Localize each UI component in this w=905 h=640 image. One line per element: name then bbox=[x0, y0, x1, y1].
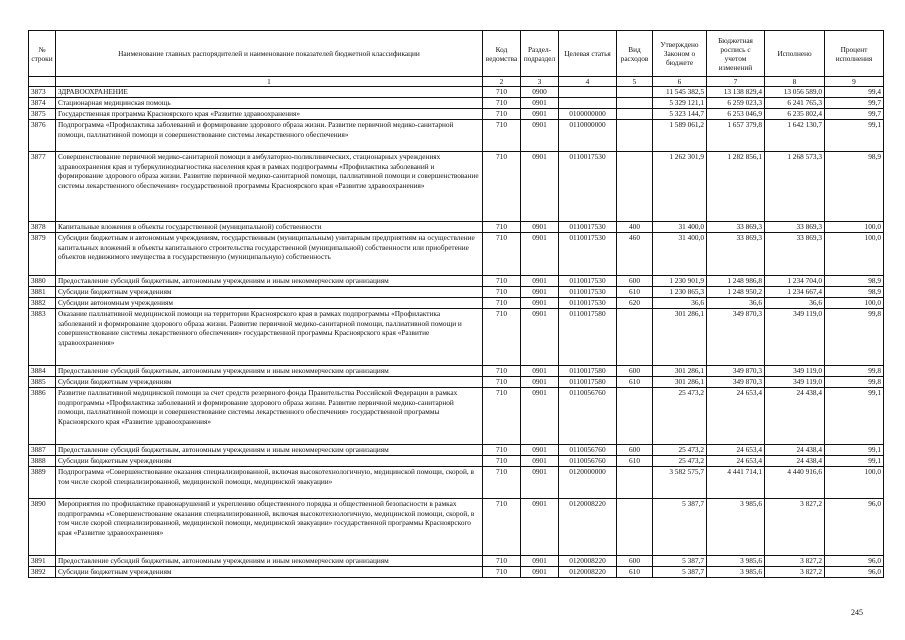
dept-code: 710 bbox=[483, 499, 521, 556]
budget-list-amount: 1 248 986,8 bbox=[707, 276, 765, 287]
header-name: Наименование главных распорядителей и наименование показателей бюджетной классификации bbox=[56, 31, 483, 77]
expense-type: 600 bbox=[617, 556, 653, 567]
table-row bbox=[29, 152, 884, 222]
expense-type: 400 bbox=[617, 222, 653, 233]
target-article: 0110056760 bbox=[559, 445, 617, 456]
header-approved: Утверждено Законом о бюджете bbox=[653, 31, 707, 77]
budget-list-amount: 13 138 829,4 bbox=[707, 87, 765, 98]
budget-list-amount: 349 870,3 bbox=[707, 366, 765, 377]
approved-amount: 5 387,7 bbox=[653, 567, 707, 578]
target-article: 0110000000 bbox=[559, 120, 617, 152]
header-target: Целевая статья bbox=[559, 31, 617, 77]
executed-amount: 36,6 bbox=[765, 298, 825, 309]
section-code: 0901 bbox=[521, 467, 559, 499]
header-row-no: № строки bbox=[29, 31, 56, 77]
execution-percent: 96,0 bbox=[825, 556, 884, 567]
row-name: Мероприятия по профилактике правонарушений и укреплению общественного порядка и общественной безопасности в рамках подпрограммы «Совершенствование оказания специализированной, включая высокотехнологичную, медицинской помощи, скорой, в том числе скорой специализированной, медицинской помощи, медицинской эвакуации» государственной программы Красноярского края «Развитие здравоохранения» bbox=[56, 499, 483, 556]
target-article: 0120008220 bbox=[559, 556, 617, 567]
target-article: 0110017580 bbox=[559, 366, 617, 377]
budget-list-amount: 3 985,6 bbox=[707, 499, 765, 556]
row-name: Субсидии бюджетным учреждениям bbox=[56, 287, 483, 298]
row-name: Стационарная медицинская помощь bbox=[56, 98, 483, 109]
execution-percent: 98,9 bbox=[825, 287, 884, 298]
row-number: 3888 bbox=[29, 456, 56, 467]
dept-code: 710 bbox=[483, 456, 521, 467]
execution-percent: 98,9 bbox=[825, 276, 884, 287]
approved-amount: 301 286,1 bbox=[653, 377, 707, 388]
column-number: 3 bbox=[521, 77, 559, 87]
row-name: Оказание паллиативной медицинской помощи на территории Красноярского края в рамках подпрограммы «Профилактика заболеваний и формирование здорового образа жизни. Развитие первичной медико-санитарной помощи, паллиативной помощи и совершенствование системы лекарственного обеспечения» государственной программы Красноярского края «Развитие здравоохранения» bbox=[56, 309, 483, 366]
row-number: 3882 bbox=[29, 298, 56, 309]
dept-code: 710 bbox=[483, 109, 521, 120]
execution-percent: 98,9 bbox=[825, 152, 884, 222]
budget-list-amount: 24 653,4 bbox=[707, 456, 765, 467]
row-name: Предоставление субсидий бюджетным, автономным учреждениям и иным некоммерческим организациям bbox=[56, 556, 483, 567]
row-number: 3885 bbox=[29, 377, 56, 388]
column-numbers-row bbox=[29, 77, 884, 87]
dept-code: 710 bbox=[483, 556, 521, 567]
expense-type: 610 bbox=[617, 567, 653, 578]
execution-percent: 100,0 bbox=[825, 298, 884, 309]
section-code: 0901 bbox=[521, 499, 559, 556]
table-row bbox=[29, 567, 884, 578]
row-number: 3886 bbox=[29, 388, 56, 445]
column-number: 1 bbox=[56, 77, 483, 87]
section-code: 0901 bbox=[521, 233, 559, 276]
approved-amount: 25 473,2 bbox=[653, 456, 707, 467]
approved-amount: 3 582 575,7 bbox=[653, 467, 707, 499]
row-name: Подпрограмма «Совершенствование оказания специализированной, включая высокотехнологичную, медицинской помощи, скорой, в том числе скорой специализированной, медицинской помощи, медицинской эвакуации» bbox=[56, 467, 483, 499]
header-percent: Процент исполнения bbox=[825, 31, 884, 77]
dept-code: 710 bbox=[483, 298, 521, 309]
execution-percent: 100,0 bbox=[825, 233, 884, 276]
row-number: 3891 bbox=[29, 556, 56, 567]
dept-code: 710 bbox=[483, 388, 521, 445]
expense-type: 460 bbox=[617, 233, 653, 276]
expense-type bbox=[617, 98, 653, 109]
budget-list-amount: 6 253 046,9 bbox=[707, 109, 765, 120]
row-number: 3876 bbox=[29, 120, 56, 152]
column-number: 6 bbox=[653, 77, 707, 87]
section-code: 0901 bbox=[521, 120, 559, 152]
row-number: 3889 bbox=[29, 467, 56, 499]
budget-list-amount: 1 657 379,8 bbox=[707, 120, 765, 152]
section-code: 0901 bbox=[521, 377, 559, 388]
row-name: Предоставление субсидий бюджетным, автономным учреждениям и иным некоммерческим организациям bbox=[56, 366, 483, 377]
column-number: 4 bbox=[559, 77, 617, 87]
expense-type: 600 bbox=[617, 276, 653, 287]
section-code: 0901 bbox=[521, 456, 559, 467]
executed-amount: 4 440 916,6 bbox=[765, 467, 825, 499]
target-article: 0100000000 bbox=[559, 109, 617, 120]
expense-type: 610 bbox=[617, 456, 653, 467]
expense-type: 620 bbox=[617, 298, 653, 309]
document-sheet bbox=[28, 30, 883, 578]
expense-type bbox=[617, 87, 653, 98]
execution-percent: 99,1 bbox=[825, 445, 884, 456]
expense-type bbox=[617, 109, 653, 120]
row-number: 3879 bbox=[29, 233, 56, 276]
dept-code: 710 bbox=[483, 287, 521, 298]
row-number: 3892 bbox=[29, 567, 56, 578]
target-article: 0110017580 bbox=[559, 377, 617, 388]
budget-list-amount: 3 985,6 bbox=[707, 567, 765, 578]
budget-list-amount: 349 870,3 bbox=[707, 377, 765, 388]
section-code: 0901 bbox=[521, 152, 559, 222]
dept-code: 710 bbox=[483, 222, 521, 233]
budget-list-amount: 33 869,3 bbox=[707, 233, 765, 276]
approved-amount: 301 286,1 bbox=[653, 366, 707, 377]
header-dept-code: Код ведомства bbox=[483, 31, 521, 77]
table-row bbox=[29, 120, 884, 152]
executed-amount: 6 241 765,3 bbox=[765, 98, 825, 109]
approved-amount: 25 473,2 bbox=[653, 388, 707, 445]
column-number: 9 bbox=[825, 77, 884, 87]
column-number bbox=[29, 77, 56, 87]
table-row bbox=[29, 309, 884, 366]
header-executed: Исполнено bbox=[765, 31, 825, 77]
execution-percent: 99,7 bbox=[825, 109, 884, 120]
dept-code: 710 bbox=[483, 120, 521, 152]
table-row bbox=[29, 377, 884, 388]
execution-percent: 99,4 bbox=[825, 87, 884, 98]
expense-type: 600 bbox=[617, 445, 653, 456]
execution-percent: 99,7 bbox=[825, 98, 884, 109]
expense-type: 610 bbox=[617, 287, 653, 298]
target-article: 0110017530 bbox=[559, 152, 617, 222]
executed-amount: 24 438,4 bbox=[765, 445, 825, 456]
executed-amount: 349 119,0 bbox=[765, 366, 825, 377]
dept-code: 710 bbox=[483, 152, 521, 222]
approved-amount: 36,6 bbox=[653, 298, 707, 309]
execution-percent: 100,0 bbox=[825, 222, 884, 233]
row-name: Предоставление субсидий бюджетным, автономным учреждениям и иным некоммерческим организациям bbox=[56, 276, 483, 287]
approved-amount: 1 230 901,9 bbox=[653, 276, 707, 287]
header-row bbox=[29, 31, 884, 77]
table-row bbox=[29, 445, 884, 456]
dept-code: 710 bbox=[483, 445, 521, 456]
target-article bbox=[559, 98, 617, 109]
approved-amount: 301 286,1 bbox=[653, 309, 707, 366]
execution-percent: 100,0 bbox=[825, 467, 884, 499]
budget-list-amount: 36,6 bbox=[707, 298, 765, 309]
target-article: 0110017530 bbox=[559, 298, 617, 309]
dept-code: 710 bbox=[483, 467, 521, 499]
section-code: 0901 bbox=[521, 298, 559, 309]
table-row bbox=[29, 556, 884, 567]
expense-type bbox=[617, 388, 653, 445]
row-name: Предоставление субсидий бюджетным, автономным учреждениям и иным некоммерческим организациям bbox=[56, 445, 483, 456]
executed-amount: 6 235 802,4 bbox=[765, 109, 825, 120]
executed-amount: 3 827,2 bbox=[765, 499, 825, 556]
table-row bbox=[29, 109, 884, 120]
executed-amount: 3 827,2 bbox=[765, 567, 825, 578]
row-number: 3874 bbox=[29, 98, 56, 109]
target-article bbox=[559, 87, 617, 98]
executed-amount: 1 642 130,7 bbox=[765, 120, 825, 152]
table-row bbox=[29, 388, 884, 445]
executed-amount: 24 438,4 bbox=[765, 456, 825, 467]
section-code: 0901 bbox=[521, 445, 559, 456]
expense-type: 610 bbox=[617, 377, 653, 388]
section-code: 0901 bbox=[521, 366, 559, 377]
executed-amount: 3 827,2 bbox=[765, 556, 825, 567]
row-number: 3881 bbox=[29, 287, 56, 298]
section-code: 0901 bbox=[521, 222, 559, 233]
table-row bbox=[29, 456, 884, 467]
row-name: Государственная программа Красноярского края «Развитие здравоохранения» bbox=[56, 109, 483, 120]
budget-list-amount: 24 653,4 bbox=[707, 445, 765, 456]
budget-list-amount: 3 985,6 bbox=[707, 556, 765, 567]
target-article: 0110017530 bbox=[559, 233, 617, 276]
table-row bbox=[29, 467, 884, 499]
dept-code: 710 bbox=[483, 276, 521, 287]
expense-type bbox=[617, 152, 653, 222]
dept-code: 710 bbox=[483, 366, 521, 377]
table-row bbox=[29, 499, 884, 556]
budget-list-amount: 6 259 023,3 bbox=[707, 98, 765, 109]
section-code: 0901 bbox=[521, 567, 559, 578]
row-number: 3878 bbox=[29, 222, 56, 233]
dept-code: 710 bbox=[483, 377, 521, 388]
budget-execution-table bbox=[28, 30, 884, 578]
header-budget-list: Бюджетная роспись с учетом изменений bbox=[707, 31, 765, 77]
target-article: 0110017530 bbox=[559, 287, 617, 298]
table-row bbox=[29, 87, 884, 98]
row-number: 3875 bbox=[29, 109, 56, 120]
row-name: Субсидии бюджетным и автономным учреждениям, государственным (муниципальным) унитарным предприятиям на осуществление капитальных вложений в объекты капитального строительства государственной (муниципальной) собственности или приобретение объектов недвижимого имущества в государственную (муниципальную) собственность bbox=[56, 233, 483, 276]
table-row bbox=[29, 276, 884, 287]
row-number: 3884 bbox=[29, 366, 56, 377]
section-code: 0901 bbox=[521, 276, 559, 287]
row-number: 3873 bbox=[29, 87, 56, 98]
table-row bbox=[29, 98, 884, 109]
dept-code: 710 bbox=[483, 233, 521, 276]
target-article: 0120008220 bbox=[559, 499, 617, 556]
column-number: 7 bbox=[707, 77, 765, 87]
execution-percent: 99,1 bbox=[825, 120, 884, 152]
header-exp-type: Вид расходов bbox=[617, 31, 653, 77]
target-article: 0110017530 bbox=[559, 276, 617, 287]
budget-list-amount: 1 248 950,2 bbox=[707, 287, 765, 298]
executed-amount: 24 438,4 bbox=[765, 388, 825, 445]
dept-code: 710 bbox=[483, 309, 521, 366]
executed-amount: 33 869,3 bbox=[765, 222, 825, 233]
row-name: Капитальные вложения в объекты государственной (муниципальной) собственности bbox=[56, 222, 483, 233]
dept-code: 710 bbox=[483, 98, 521, 109]
row-name: Субсидии бюджетным учреждениям bbox=[56, 456, 483, 467]
dept-code: 710 bbox=[483, 87, 521, 98]
expense-type: 600 bbox=[617, 366, 653, 377]
budget-list-amount: 1 282 856,1 bbox=[707, 152, 765, 222]
executed-amount: 349 119,0 bbox=[765, 377, 825, 388]
table-row bbox=[29, 287, 884, 298]
approved-amount: 25 473,2 bbox=[653, 445, 707, 456]
section-code: 0901 bbox=[521, 309, 559, 366]
executed-amount: 13 056 589,0 bbox=[765, 87, 825, 98]
row-number: 3887 bbox=[29, 445, 56, 456]
budget-list-amount: 349 870,3 bbox=[707, 309, 765, 366]
execution-percent: 96,0 bbox=[825, 567, 884, 578]
execution-percent: 99,8 bbox=[825, 309, 884, 366]
row-name: Субсидии бюджетным учреждениям bbox=[56, 377, 483, 388]
row-name: Совершенствование первичной медико-санитарной помощи в амбулаторно-поликлинических, стационарных учреждениях здравоохранения края и туберкулинодиагностика населения края в рамках подпрограммы «Профилактика заболеваний и формирование здорового образа жизни. Развитие первичной медико-санитарной помощи, паллиативной помощи и совершенствование системы лекарственного обеспечения» государственной программы Красноярского края «Развитие здравоохранения» bbox=[56, 152, 483, 222]
executed-amount: 33 869,3 bbox=[765, 233, 825, 276]
approved-amount: 11 545 382,5 bbox=[653, 87, 707, 98]
executed-amount: 1 268 573,3 bbox=[765, 152, 825, 222]
section-code: 0901 bbox=[521, 109, 559, 120]
target-article: 0110056760 bbox=[559, 456, 617, 467]
dept-code: 710 bbox=[483, 567, 521, 578]
approved-amount: 31 400,0 bbox=[653, 233, 707, 276]
expense-type bbox=[617, 499, 653, 556]
approved-amount: 1 589 061,2 bbox=[653, 120, 707, 152]
table-row bbox=[29, 222, 884, 233]
row-name: Субсидии автономным учреждениям bbox=[56, 298, 483, 309]
target-article: 0110017580 bbox=[559, 309, 617, 366]
row-number: 3880 bbox=[29, 276, 56, 287]
executed-amount: 349 119,0 bbox=[765, 309, 825, 366]
column-number: 5 bbox=[617, 77, 653, 87]
execution-percent: 99,8 bbox=[825, 366, 884, 377]
budget-list-amount: 33 869,3 bbox=[707, 222, 765, 233]
target-article: 0110017530 bbox=[559, 222, 617, 233]
approved-amount: 5 387,7 bbox=[653, 556, 707, 567]
approved-amount: 1 230 865,3 bbox=[653, 287, 707, 298]
section-code: 0901 bbox=[521, 287, 559, 298]
row-number: 3877 bbox=[29, 152, 56, 222]
expense-type bbox=[617, 467, 653, 499]
header-section: Раздел-подраздел bbox=[521, 31, 559, 77]
page-number: 245 bbox=[851, 608, 863, 617]
row-number: 3883 bbox=[29, 309, 56, 366]
row-name: Развитие паллиативной медицинской помощи за счет средств резервного фонда Правительства Российской Федерации в рамках подпрограммы «Профилактика заболеваний и формирование здорового образа жизни. Развитие первичной медико-санитарной помощи, паллиативной помощи и совершенствование системы лекарственного обеспечения» государственной программы Красноярского края «Развитие здравоохранения» bbox=[56, 388, 483, 445]
row-name: Субсидии бюджетным учреждениям bbox=[56, 567, 483, 578]
approved-amount: 5 329 121,1 bbox=[653, 98, 707, 109]
section-code: 0900 bbox=[521, 87, 559, 98]
execution-percent: 99,1 bbox=[825, 456, 884, 467]
section-code: 0901 bbox=[521, 556, 559, 567]
executed-amount: 1 234 667,4 bbox=[765, 287, 825, 298]
execution-percent: 96,0 bbox=[825, 499, 884, 556]
column-number: 8 bbox=[765, 77, 825, 87]
execution-percent: 99,1 bbox=[825, 388, 884, 445]
executed-amount: 1 234 704,0 bbox=[765, 276, 825, 287]
execution-percent: 99,8 bbox=[825, 377, 884, 388]
section-code: 0901 bbox=[521, 98, 559, 109]
table-row bbox=[29, 366, 884, 377]
table-body bbox=[29, 87, 884, 578]
budget-list-amount: 4 441 714,1 bbox=[707, 467, 765, 499]
approved-amount: 1 262 301,9 bbox=[653, 152, 707, 222]
target-article: 0120008220 bbox=[559, 567, 617, 578]
approved-amount: 5 387,7 bbox=[653, 499, 707, 556]
section-code: 0901 bbox=[521, 388, 559, 445]
row-number: 3890 bbox=[29, 499, 56, 556]
expense-type bbox=[617, 120, 653, 152]
row-name: Подпрограмма «Профилактика заболеваний и формирование здорового образа жизни. Развитие первичной медико-санитарной помощи, паллиативной помощи и совершенствование системы лекарственного обеспечения» bbox=[56, 120, 483, 152]
target-article: 0120000000 bbox=[559, 467, 617, 499]
approved-amount: 31 400,0 bbox=[653, 222, 707, 233]
budget-list-amount: 24 653,4 bbox=[707, 388, 765, 445]
target-article: 0110056760 bbox=[559, 388, 617, 445]
column-number: 2 bbox=[483, 77, 521, 87]
table-row bbox=[29, 298, 884, 309]
row-name: ЗДРАВООХРАНЕНИЕ bbox=[56, 87, 483, 98]
approved-amount: 5 323 144,7 bbox=[653, 109, 707, 120]
expense-type bbox=[617, 309, 653, 366]
table-row bbox=[29, 233, 884, 276]
